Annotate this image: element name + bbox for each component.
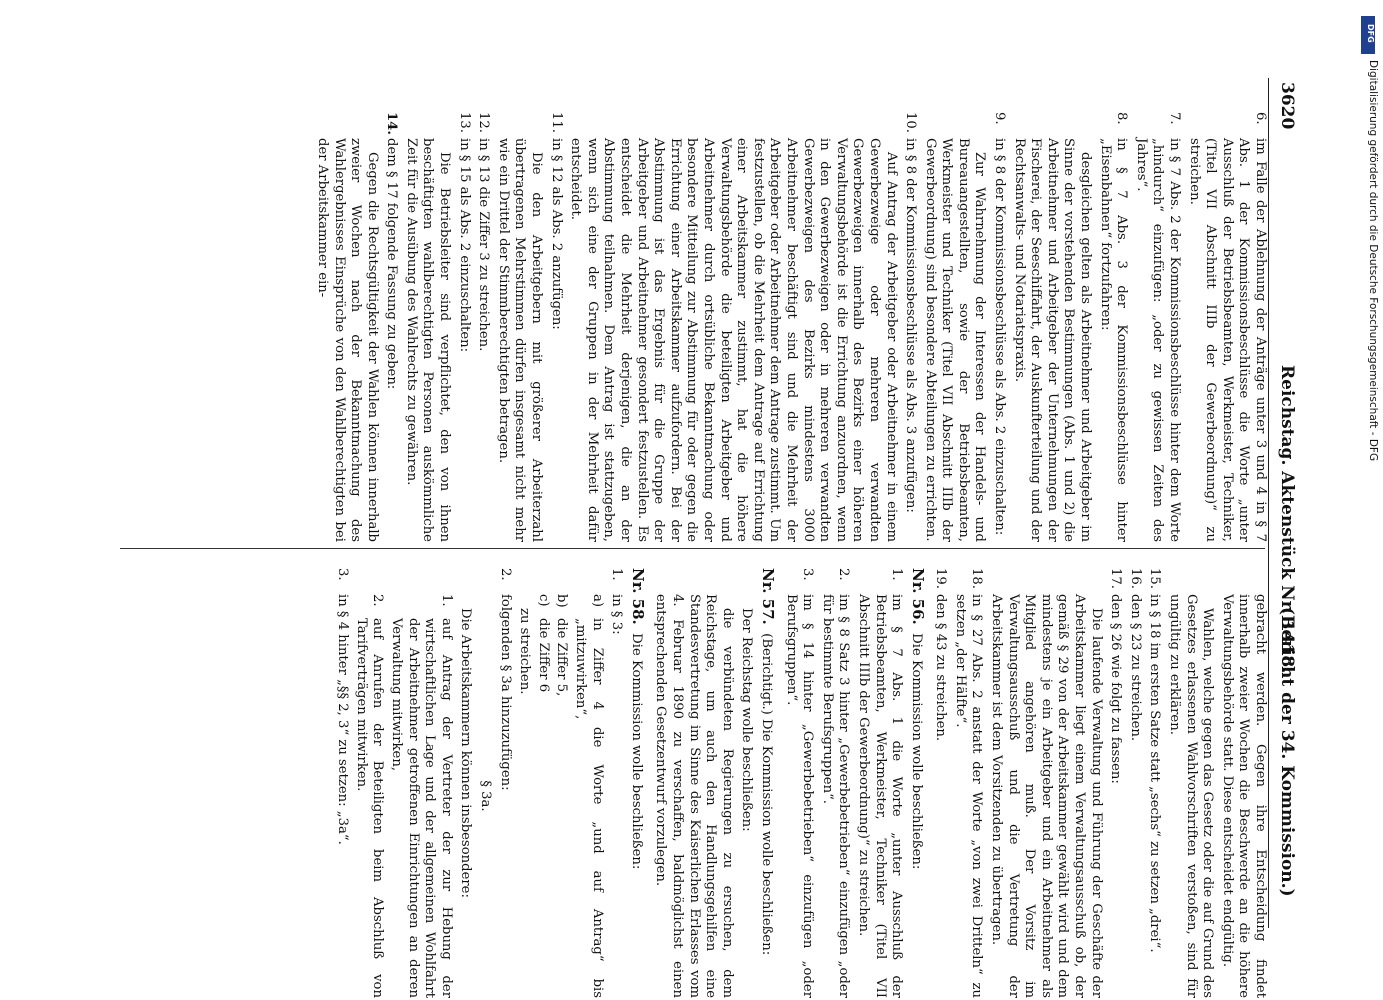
paragraph: Auf Antrag der Arbeitgeber oder Arbeitnehmer in einem Gewerbezweige oder mehreren verwandten Gewerbezweigen innerhalb des Bezirks einer höheren Verwaltungsbehörde ist die Errichtung anzuordnen, wenn in den Gewerbezweigen oder in mehreren verwandten Gewerbezweigen des Bezirks mindestens 3000 Arbeitnehmer beschäftigt sind und die Mehrheit der Arbeitgeber oder Arbeitnehmer dem Antrage zustimmt. Um festzustellen, ob die Mehrheit dem Antrage auf Errichtung einer Arbeitskammer zustimmt, hat die höhere Verwaltungsbehörde die beteiligten Arbeitgeber und Arbeitnehmer durch ortsübliche Bekanntmachung oder besondere Mitteilung zur Abstimmung für oder gegen die Errichtung einer Arbeitskammer aufzufordern. Bei der Abstimmung ist das Ergebnis für die Gruppe der Arbeitgeber und Arbeitnehmer gesondert festzustellen. Es entscheidet die Mehrheit derjenigen, die an der Abstimmung teilnahmen. Dem Antrag ist stattzugeben, wenn sich eine der Gruppen in der Mehrheit dafür entscheidet.: [568, 138, 899, 542]
paragraph: Der Reichstag wolle beschließen:: [739, 608, 755, 832]
item-number: 2.: [836, 568, 852, 581]
item-number: 18.: [969, 568, 985, 589]
item-text: den § 23 zu streichen.: [1127, 594, 1143, 742]
numbered-item: [932, 568, 949, 998]
paragraph: desgleichen gelten als Arbeitnehmer und Arbeitgeber im Sinne der vorstehenden Bestimmungen (Abs. 1 und 2) die Arbeitnehmer und Arbeitgeber der Unternehmungen der Fischerei, der Seeschiffahrt, der Auskunfterteilung und der Rechtsanwalts- und Notariatspraxis.: [1011, 138, 1094, 542]
item-text: in § 27 Abs. 2 anstatt der Worte „von zwei Dritteln“ zu setzen „der Hälfte“.: [952, 594, 985, 998]
section-heading: § 3a.: [478, 780, 494, 812]
paragraph: Die den Arbeitgebern mit größerer Arbeiterzahl übertragenen Mehrstimmen dürfen insgesamt nicht mehr wie ein Drittel der Stimmberechtigten betragen.: [495, 138, 545, 542]
digitization-note: Digitalisierung gefördert durch die Deutsche Forschungsgemeinschaft - DFG: [1367, 60, 1379, 462]
left-text-column: [118, 112, 1268, 542]
numbered-item: [818, 568, 851, 998]
numbered-item: [1185, 112, 1268, 542]
item-text: folgenden § 3a hinzuzufügen:: [497, 594, 513, 791]
numbered-item: [902, 112, 919, 542]
paragraph: Die laufende Verwaltung und Führung der Geschäfte der Arbeitskammer liegt einem Verwaltungsausschuß ob, der gemäß § 29 von der Arbeitskammer gewählt wird und dem mindestens je ein Arbeitgeber und ein Arbeitnehmer als Mitglied angehören muß. Der Vorsitz im Verwaltungsausschuß und die Vertretung der Arbeitskammer ist dem Vorsitzenden zu übertragen.: [989, 594, 1104, 998]
sub-item-text: auf Anrufen der Beteiligten beim Abschluß von Tarifverträgen mitwirken.: [353, 618, 386, 998]
item-number: 6.: [1253, 112, 1268, 125]
item-text: in § 15 als Abs. 2 einzuschalten:: [456, 138, 472, 353]
motion-text: Die Kommission wolle beschließen:: [628, 633, 644, 870]
paragraph: Die Betriebsleiter sind verpflichtet, den von ihnen beschäftigten wahlberechtigten Personen auskömmliche Zeit für die Ausübung des Wahlrechts zu gewähren.: [403, 138, 453, 542]
item-number: 14.: [384, 112, 400, 135]
paragraph: Zur Wahrnehmung der Interessen der Handels- und Bureauangestellten, sowie der Betriebsbeamten, Werkmeister und Techniker (Titel VII Abschnitt IIIb der Gewerbeordnung) sind besondere Abteilungen zu errichten.: [922, 138, 988, 542]
paragraph: Wahlen, welche gegen das Gesetz oder die auf Grund des Gesetzes erlassenen Wahlvorschriften verstoßen, sind für ungültig zu erklären.: [1167, 594, 1216, 998]
column-divider: [120, 548, 1265, 549]
item-text: dem § 17 folgende Fassung zu geben:: [384, 138, 400, 390]
item-number: 17.: [1108, 568, 1124, 589]
item-text: im § 7 Abs. 1 die Worte „unter Ausschluß der Betriebsbeamten, Werkmeister, Techniker (Titel VII Abschnitt IIIb der Gewerbeordnung)“ zu streichen.: [855, 594, 905, 998]
item-text: den § 43 zu streichen.: [933, 594, 949, 742]
numbered-item: [1096, 112, 1129, 542]
numbered-item: [1107, 568, 1124, 998]
item-number: 2.: [497, 568, 513, 581]
item-text: im § 14 hinter „Gewerbebetrieben“ einzufügen „oder Berufsgruppen“.: [783, 594, 816, 998]
sub-item: [352, 594, 385, 998]
item-number: 11.: [548, 112, 564, 133]
item-text: in § 12 als Abs. 2 anzufügen:: [548, 138, 564, 330]
motion-number: Nr. 58.: [628, 568, 647, 625]
header-rule: [1268, 78, 1269, 928]
numbered-item: [475, 112, 492, 542]
motion-heading: [627, 568, 646, 998]
paragraph: zu streichen.: [517, 608, 533, 695]
item-text: im § 8 Satz 3 hinter „Gewerbebetrieben“ einzufügen „oder für bestimmte Berufsgruppen“.: [819, 594, 852, 998]
item-number: 12.: [476, 112, 492, 133]
sub-item-marker: 2.: [370, 594, 386, 607]
item-text: in § 13 die Ziffer 3 zu streichen.: [476, 138, 492, 352]
motion-number: Nr. 56.: [908, 568, 927, 625]
paragraph: Gegen die Rechtsgültigkeit der Wahlen können innerhalb zweier Wochen nach der Bekanntmachung des Wahlergebnisses Einsprüche von den Wahlberechtigten bei der Arbeitskammer ein-: [314, 138, 380, 542]
document-title: Reichstag. Aktenstück Nr. 1418.: [1277, 365, 1297, 674]
item-text: in § 4 hinter „§§ 2, 3“ zu setzen: „3a“.: [335, 594, 351, 845]
item-number: 7.: [1167, 112, 1183, 125]
motion-text: Die Kommission wolle beschließen:: [908, 633, 924, 870]
numbered-item: [455, 112, 472, 542]
numbered-item: [1126, 568, 1143, 998]
item-number: 8.: [1114, 112, 1130, 125]
numbered-item: [334, 568, 351, 998]
sub-item: [388, 594, 454, 998]
item-number: 15.: [1147, 568, 1163, 589]
sub-item-marker: a): [589, 594, 605, 608]
sub-item-marker: c): [535, 594, 551, 607]
motion-text: (Berichtigt.) Die Kommission wolle beschließen:: [758, 633, 774, 956]
item-number: 1.: [609, 568, 625, 581]
numbered-item: [383, 112, 400, 542]
item-number: 9.: [992, 112, 1008, 125]
numbered-item: [608, 568, 625, 998]
sub-item-text: die Ziffer 5,: [554, 618, 570, 697]
motion-number: Nr. 57.: [758, 568, 777, 625]
item-text: in § 18 im ersten Satze statt „sechs“ zu setzen „drei“.: [1147, 594, 1163, 953]
item-number: 13.: [456, 112, 472, 133]
numbered-item: [1146, 568, 1163, 998]
item-number: 3.: [335, 568, 351, 581]
item-number: 16.: [1127, 568, 1143, 589]
item-text: in § 7 Abs. 2 der Kommissionsbeschlüsse hinter dem Worte „hindurch“ einzufügen: „oder zu gewissen Zeiten des Jahres“.: [1133, 138, 1183, 542]
sub-item-marker: 1.: [438, 594, 454, 607]
motion-heading: [757, 568, 776, 998]
item-text: in § 7 Abs. 3 der Kommissionsbeschlüsse hinter „Eisenbahnen“ fortzufahren:: [1097, 138, 1130, 542]
item-number: 10.: [903, 112, 919, 133]
motion-heading: [907, 568, 926, 998]
numbered-item: [1132, 112, 1182, 542]
sub-item: [553, 594, 570, 998]
paragraph: Die Arbeitskammern können insbesondere:: [458, 608, 474, 898]
sub-item-text: die Ziffer 6: [535, 618, 551, 693]
paragraph: gebracht werden. Gegen ihre Entscheidung findet innerhalb zweier Wochen die Beschwerde an die höhere Verwaltungsbehörde statt. Diese entscheidet endgültig.: [1219, 594, 1268, 998]
sub-item-marker: b): [554, 594, 570, 608]
numbered-item: [854, 568, 904, 998]
paragraph: die verbündeten Regierungen zu ersuchen, dem Reichstage, um auch den Handlungsgehilfen eine Standesvertretung im Sinne des Kaiserlichen Erlasses vom 4. Februar 1890 zu verschaffen, baldmöglichst einen entsprechenden Gesetzentwurf vorzulegen.: [653, 594, 735, 998]
running-header: [1271, 0, 1301, 1000]
item-text: im Falle der Ablehnung der Anträge unter 3 und 4 in § 7 Abs. 1 der Kommissionsbeschlüsse die Worte „unter Ausschluß der Betriebsbeamten, Werkmeister, Techniker, (Titel VII Abschnitt IIIb der Gewerbeordnung)“ zu streichen.: [1186, 138, 1268, 542]
right-text-column: [118, 568, 1268, 998]
item-text: den § 26 wie folgt zu fassen:: [1108, 594, 1124, 784]
numbered-item: [782, 568, 815, 998]
item-number: 1.: [889, 568, 905, 581]
sub-item-text: in Ziffer 4 die Worte „und auf Antrag“ bis „mitzuwirken“,: [573, 618, 605, 998]
sub-item-text: auf Antrag der Vertreter der zur Hebung der wirtschaftlichen Lage und der allgemeinen Wohlfahrt der Arbeitnehmer getroffenen Einrichtungen an deren Verwaltung mitwirken,: [389, 618, 454, 998]
numbered-item: [547, 112, 564, 542]
sub-item: [534, 594, 551, 998]
sub-item: [571, 594, 604, 998]
item-text: in § 8 der Kommissionsbeschlüsse als Abs. 3 anzufügen:: [903, 138, 919, 513]
dfg-logo: DFG: [1361, 16, 1375, 54]
item-text: in § 3:: [609, 594, 625, 635]
item-text: in § 8 der Kommissionsbeschlüsse als Abs. 2 einzuschalten:: [992, 138, 1008, 536]
digitization-sidebar: [1359, 8, 1379, 598]
item-number: 3.: [800, 568, 816, 581]
report-title: (Bericht der 34. Kommission.): [1277, 607, 1297, 897]
numbered-item: [991, 112, 1008, 542]
numbered-item: [496, 568, 513, 998]
item-number: 19.: [933, 568, 949, 589]
page-number: 3620: [1277, 82, 1297, 130]
numbered-item: [951, 568, 984, 998]
